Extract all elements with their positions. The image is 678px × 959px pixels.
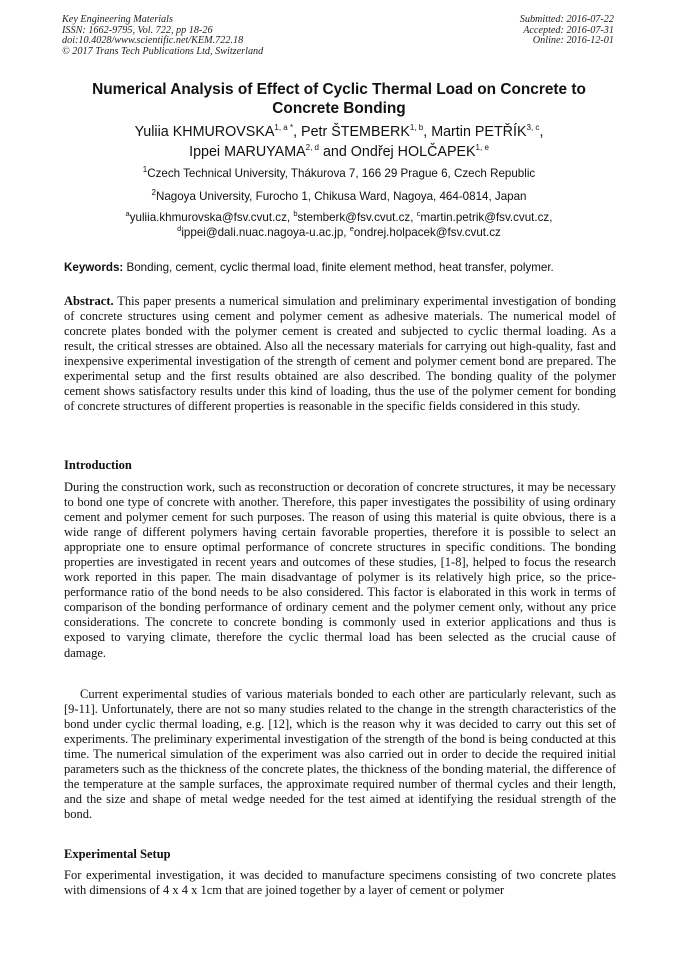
- author-name: Ippei MARUYAMA: [189, 143, 306, 160]
- affiliation: $^1$Czech Technical University, Thákurova 7, 166 29 Prague 6, Czech Republic: [142, 165, 536, 180]
- author-affiliation-mark: 1, a *: [274, 123, 294, 133]
- author-affiliation-mark: 2, d: [305, 142, 319, 152]
- keywords-text: Bonding, cement, cyclic thermal load, finite element method, heat transfer, polymer.: [123, 261, 554, 274]
- abstract-label: Abstract.: [64, 294, 114, 308]
- keywords: [64, 261, 616, 275]
- paper-title: Numerical Analysis of Effect of Cyclic Thermal Load on Concrete to Concrete Bonding: [92, 81, 586, 117]
- email-address: yuliia.khmurovska@fsv.cvut.cz,: [129, 211, 294, 224]
- author-list: Yuliia $KHMUROVSKA^{1, a *}$, Petr ŠTEMBERK$^{1, b}$, Martin PETŘÍK$^{3, c}$, Ippei MARUYAMA$^{2, d}$ and Ondřej HOLČAPEK$^{1, e}$: [134, 123, 544, 160]
- keywords-label: Keywords:: [64, 261, 124, 274]
- introduction-paragraph-1: During the construction work, such as reconstruction or decoration of concrete structures, it may be necessary to bond one type of concrete with another. Therefore, this paper investigates the possibility of using ordinary cement and polymer cement for such purposes. The reason of using this material is quite obvious, there is a wide range of different polymers having certain favorable properties, therefore it is possible to select an appropriate one to ensure optimal performance of concrete structures in specific conditions. The bonding properties are investigated in recent years and outcomes of these studies, [1-8], helped to focus the research work reported in this paper. The main disadvantage of polymer is its relatively high price, so the price-performance ratio of the bond needs to be also considered. This factor is elaborated in this work in terms of comparison of the bonding performance of ordinary cement and the polymer cement only, without any price considerations. The concrete to concrete bonding is commonly used in exterior applications and thus is exposed to varying climate, therefore the cyclic thermal load has been selected as the crucial cause of damage.: [64, 480, 616, 660]
- affiliation: $^2$Nagoya University, Furocho 1, Chikusa Ward, Nagoya, 464-0814, Japan: [151, 188, 527, 203]
- abstract-text: This paper presents a numerical simulation and preliminary experimental investigation of bonding of concrete structures using cement and polymer cement as adhesive materials. The numerical model of concrete plates bonded with the polymer cement is created and subjected to cyclic thermal loading. As a result, the critical stresses are obtained. Also all the necessary materials for carrying out high-quality, fast and inexpensive experimental investigation of the strength of cement and polymer cement bond are prepared. The experimental setup and the first results obtained are also described. The bonding quality of the polymer cement shows satisfactory results under this kind of loading, thus the use of the polymer cement for bonding of concrete structures of different properties is reasonable in the specific fields considered in this study.: [64, 294, 616, 414]
- accepted-date: Accepted: 2016-07-31: [523, 24, 614, 36]
- section-heading-introduction: Introduction: [64, 458, 132, 472]
- author-name: Ondřej HOLČAPEK: [350, 143, 476, 160]
- issn-line: ISSN: 1662-9795, Vol. 722, pp 18-26: [62, 24, 213, 36]
- copyright-line: © 2017 Trans Tech Publications Ltd, Switzerland: [62, 45, 264, 57]
- submitted-date: Submitted: 2016-07-22: [519, 14, 614, 25]
- section-heading-experimental-setup: Experimental Setup: [64, 847, 171, 861]
- journal-name: Key Engineering Materials: [62, 14, 173, 25]
- email-list: $^a$yuliia.khmurovska@fsv.cvut.cz, $^b$stemberk@fsv.cvut.cz, $^c$martin.petrik@fsv.cvut.cz, $^d$ippei@dali.nuac.nagoya-u.ac.jp, $^e$ondrej.holpacek@fsv.cvut.cz: [125, 209, 553, 239]
- author-affiliation-mark: 1, e: [475, 142, 489, 152]
- dates-header: [520, 15, 614, 47]
- experimental-paragraph-1: For experimental investigation, it was decided to manufacture specimens consisting of two concrete plates with dimensions of 4 x 4 x 1cm that are joined together by a layer of cement or polymer: [64, 868, 616, 898]
- abstract: [64, 294, 616, 414]
- email-address: stemberk@fsv.cvut.cz,: [297, 211, 417, 224]
- email-address: ondrej.holpacek@fsv.cvut.cz: [353, 226, 501, 239]
- author-name: Martin PETŘÍK: [431, 124, 527, 140]
- online-date: Online: 2016-12-01: [532, 35, 614, 47]
- email-address: martin.petrik@fsv.cvut.cz,: [420, 211, 553, 224]
- email-address: ippei@dali.nuac.nagoya-u.ac.jp,: [181, 226, 350, 239]
- author-name: Yuliia KHMUROVSKA: [134, 124, 275, 140]
- author-affiliation-mark: 1, b: [409, 123, 424, 133]
- author-name: Petr ŠTEMBERK: [301, 124, 410, 140]
- author-affiliation-mark: 3, c: [526, 123, 540, 133]
- doi-line: doi:10.4028/www.scientific.net/KEM.722.18: [62, 35, 244, 47]
- introduction-paragraph-2: Current experimental studies of various materials bonded to each other are particularly relevant, such as [9-11]. Unfortunately, there are not so many studies related to the change in the strength characteristics of the bond under cyclic thermal loading, e.g. [12], which is the reason why it was decided to carry out this set of experiments. The preliminary experimental investigation of the strength of the bond is being conducted at this time. The numerical simulation of the experiment was also carried out in order to decide the required initial parameters such as the thickness of the concrete plates, the thickness of the bonding material, the difference of the temperature at the sample surfaces, the approximate required number of thermal cycles and their length, and the size and shape of metal wedge needed for the test aimed at identifying the residual strength of the bond.: [64, 687, 616, 822]
- journal-header: [62, 15, 263, 57]
